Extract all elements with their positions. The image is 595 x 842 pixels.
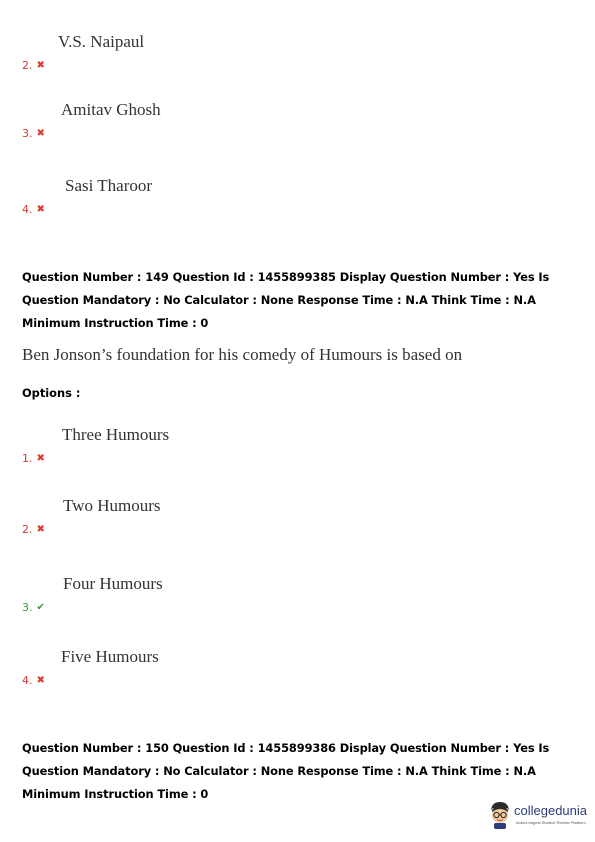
option-number: 1. ✖ bbox=[22, 452, 45, 465]
collegedunia-logo bbox=[488, 800, 588, 832]
option-number: 3. ✔ bbox=[22, 601, 45, 614]
logo-brand: collegedunia bbox=[514, 803, 588, 818]
options-label: Options : bbox=[22, 386, 81, 400]
cross-icon: ✖ bbox=[36, 524, 45, 535]
question-149-meta: Question Number : 149 Question Id : 1455899385 Display Question Number : Yes Is Question Mandatory : No Calculator : None Response Time : N.A Think Time : N.A Minimum Instruction Time : 0 bbox=[22, 270, 550, 330]
option-2 bbox=[22, 496, 422, 536]
cross-icon: ✖ bbox=[36, 453, 45, 464]
cross-icon: ✖ bbox=[36, 128, 45, 139]
option-number: 3. ✖ bbox=[22, 127, 45, 140]
option-text: Three Humours bbox=[62, 425, 170, 444]
option-text: Five Humours bbox=[61, 647, 159, 666]
option-number: 4. ✖ bbox=[22, 203, 45, 216]
cross-icon: ✖ bbox=[36, 204, 45, 215]
option-text: Two Humours bbox=[63, 496, 161, 515]
option-4 bbox=[22, 647, 422, 687]
option-text: V.S. Naipaul bbox=[58, 32, 145, 51]
mascot-icon bbox=[488, 800, 512, 830]
option-2 bbox=[22, 32, 422, 72]
option-text: Sasi Tharoor bbox=[65, 176, 153, 195]
option-3 bbox=[22, 574, 422, 614]
question-149-text: Ben Jonson’s foundation for his comedy of Humours is based on bbox=[22, 345, 463, 364]
option-number: 4. ✖ bbox=[22, 674, 45, 687]
cross-icon: ✖ bbox=[36, 60, 45, 71]
option-number: 2. ✖ bbox=[22, 523, 45, 536]
logo-tagline: India's largest Student Review Platform bbox=[516, 820, 586, 825]
option-number: 2. ✖ bbox=[22, 59, 45, 72]
option-4 bbox=[22, 176, 422, 216]
option-3 bbox=[22, 100, 422, 140]
option-text: Amitav Ghosh bbox=[61, 100, 161, 119]
question-150-meta: Question Number : 150 Question Id : 1455899386 Display Question Number : Yes Is Question Mandatory : No Calculator : None Response Time : N.A Think Time : N.A Minimum Instruction Time : 0 bbox=[22, 741, 550, 801]
cross-icon: ✖ bbox=[36, 675, 45, 686]
check-icon: ✔ bbox=[36, 602, 45, 613]
option-1 bbox=[22, 425, 422, 465]
option-text: Four Humours bbox=[63, 574, 163, 593]
